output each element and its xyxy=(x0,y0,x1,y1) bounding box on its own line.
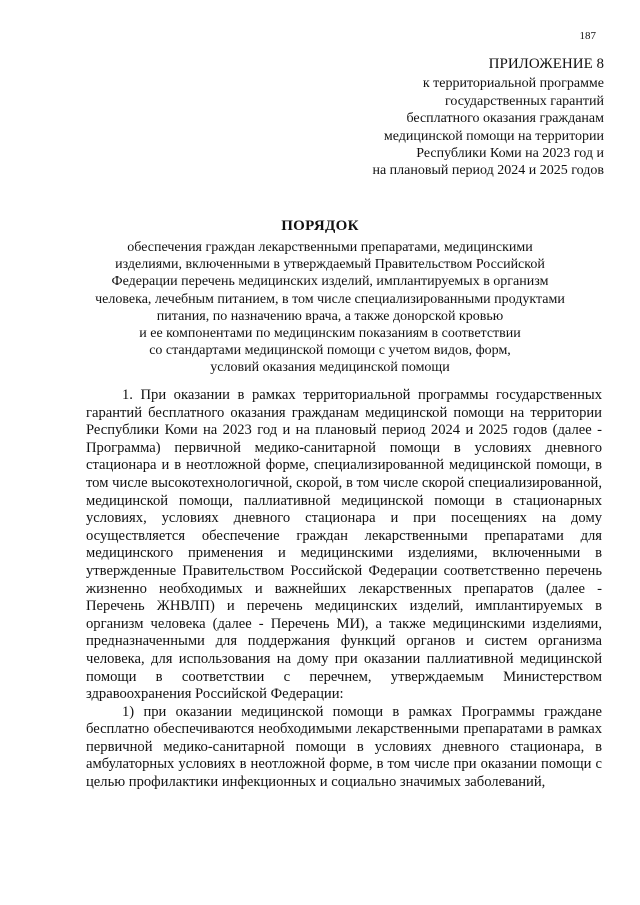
document-body xyxy=(86,387,602,792)
annex-title: ПРИЛОЖЕНИЕ 8 xyxy=(488,56,604,72)
annex-line: Республики Коми на 2023 год и xyxy=(416,146,604,162)
page-number: 187 xyxy=(579,30,596,42)
subtitle-line: условий оказания медицинской помощи xyxy=(210,360,450,376)
subtitle-line: изделиями, включенными в утверждаемый Правительством Российской xyxy=(115,257,545,273)
document-heading: ПОРЯДОК xyxy=(281,218,359,234)
subtitle-line: Федерации перечень медицинских изделий, имплантируемых в организм xyxy=(111,274,549,290)
annex-line: медицинской помощи на территории xyxy=(383,128,604,144)
subtitle-line: обеспечения граждан лекарственными препаратами, медицинскими xyxy=(127,240,533,255)
subtitle-line: со стандартами медицинской помощи с учетом видов, форм, xyxy=(149,343,511,359)
annex-line: государственных гарантий xyxy=(445,93,604,109)
annex-line: на плановый период 2024 и 2025 годов xyxy=(372,163,604,179)
subtitle-line: и ее компонентами по медицинским показаниям в соответствии xyxy=(139,326,521,342)
paragraph-1: 1. При оказании в рамках территориальной программы государственных гарантий бесплатного оказания гражданам медицинской помощи на территории Республики Коми на 2023 год и на плановый период 2024 и 2025 годов (далее - Программа) первичной медико-санитарной помощи в условиях дневного стационара и в неотложной форме, специализированной медицинской помощи, в том числе высокотехнологичной, скорой, в том числе скорой специализированной, медицинской помощи, паллиативной медицинской помощи в стационарных условиях, условиях дневного стационара и при посещениях на дому осуществляется обеспечение граждан лекарственными препаратами для медицинского применения и медицинскими изделиями, включенными в утвержденные Правительством Российской Федерации соответственно перечень жизненно необходимых и важнейших лекарственных препаратов (далее - Перечень ЖНВЛП) и перечень медицинских изделий, имплантируемых в организм человека (далее - Перечень МИ), а также медицинскими изделиями, предназначенными для поддержания функций органов и систем организма человека, для использования на дому при оказании паллиативной медицинской помощи в соответствии с перечнем, утверждаемым Министерством здравоохранения Российской Федерации: xyxy=(86,387,602,703)
document-subtitle xyxy=(80,239,580,377)
subtitle-line: человека, лечебным питанием, в том числе специализированными продуктами xyxy=(95,291,565,307)
annex-line: к территориальной программе xyxy=(422,76,604,92)
annex-block xyxy=(304,56,604,180)
subtitle-line: питания, по назначению врача, а также донорской кровью xyxy=(156,308,504,324)
paragraph-1-subitem-1: 1) при оказании медицинской помощи в рамках Программы граждане бесплатно обеспечиваются необходимыми лекарственными препаратами в рамках первичной медико-санитарной помощи в условиях дневного стационара, в амбулаторных условиях в неотложной форме, в том числе при оказании помощи с целью профилактики инфекционных и социально значимых заболеваний, xyxy=(86,703,602,791)
annex-line: бесплатного оказания гражданам xyxy=(406,111,604,127)
